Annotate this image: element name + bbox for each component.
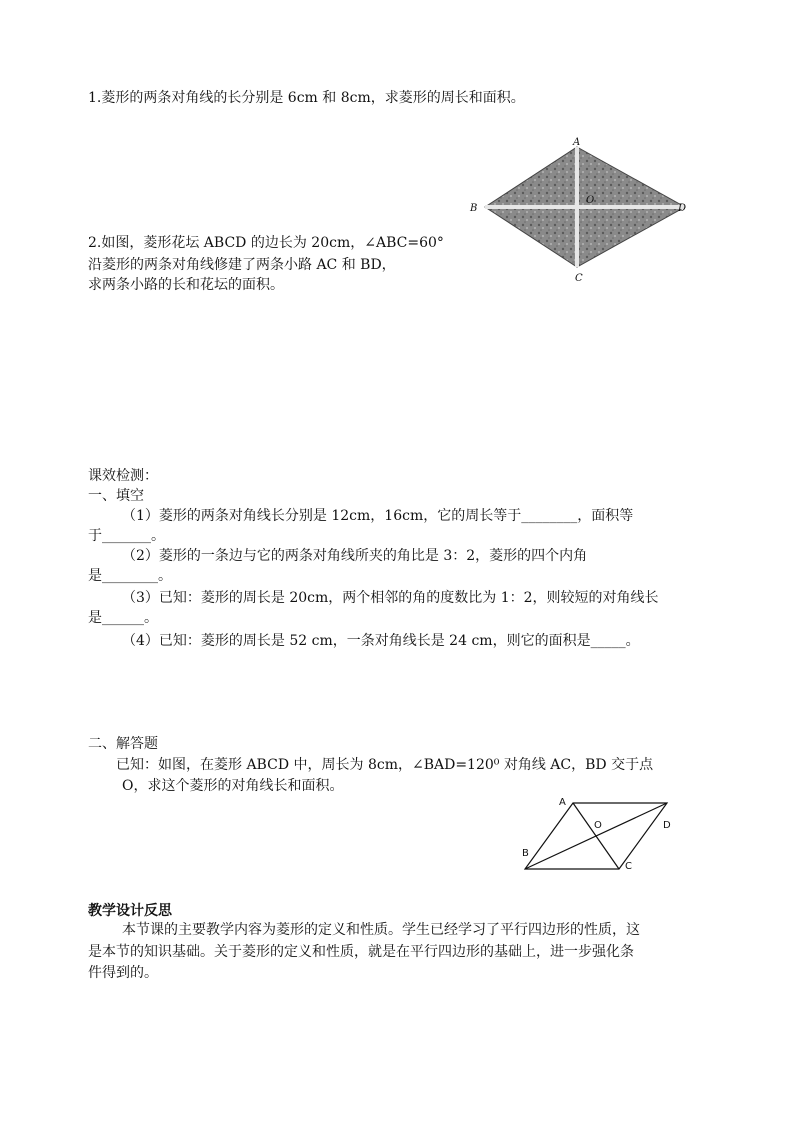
label-b: B: [470, 203, 478, 214]
fill-blank-heading: 一、填空: [88, 488, 144, 504]
label-d: D: [678, 203, 687, 214]
q2-line-1: （2）菱形的一条边与它的两条对角线所夹的角比是 3：2，菱形的四个内角: [122, 548, 588, 564]
diagonal-bd: [525, 803, 667, 869]
reflection-line-3: 件得到的。: [88, 965, 158, 981]
q1-line-2: 于_______。: [88, 528, 165, 544]
reflection-line-1: 本节课的主要教学内容为菱形的定义和性质。学生已经学习了平行四边形的性质，这: [122, 922, 640, 938]
rhombus-diagonals-figure: [515, 795, 695, 875]
label-d: D: [663, 820, 671, 831]
q3-line-2: 是______。: [88, 610, 158, 626]
label-c: C: [625, 861, 632, 872]
label-a: A: [559, 797, 566, 808]
label-o: O: [586, 195, 595, 206]
q3-line-1: （3）已知：菱形的周长是 20cm，两个相邻的角的度数比为 1：2，则较短的对角线长: [122, 590, 659, 606]
label-o: O: [594, 820, 602, 831]
answer-heading: 二、解答题: [88, 736, 158, 752]
q2-line-2: 是________。: [88, 568, 172, 584]
problem-1-text: 1.菱形的两条对角线的长分别是 6cm 和 8cm，求菱形的周长和面积。: [88, 90, 525, 106]
reflection-line-2: 是本节的知识基础。关于菱形的定义和性质，就是在平行四边形的基础上，进一步强化条: [88, 944, 634, 960]
test-heading: 课效检测：: [88, 468, 158, 484]
label-b: B: [522, 848, 529, 859]
q4-line-1: （4）已知：菱形的周长是 52 cm，一条对角线长是 24 cm，则它的面积是_____。: [122, 633, 640, 649]
problem-2-line-1: 2.如图，菱形花坛 ABCD 的边长为 20cm，∠ABC=60°: [88, 235, 444, 251]
answer-line-2: O，求这个菱形的对角线长和面积。: [122, 778, 344, 794]
answer-line-1: 已知：如图，在菱形 ABCD 中，周长为 8cm，∠BAD=120⁰ 对角线 AC，BD 交于点: [116, 757, 654, 773]
problem-2-line-2: 沿菱形的两条对角线修建了两条小路 AC 和 BD，: [88, 257, 396, 273]
reflection-heading: 教学设计反思: [88, 903, 172, 919]
q1-line-1: （1）菱形的两条对角线长分别是 12cm，16cm，它的周长等于________，面积等: [122, 508, 634, 524]
problem-2-line-3: 求两条小路的长和花坛的面积。: [88, 277, 284, 293]
label-c: C: [575, 273, 583, 284]
rhombus-flowerbed-figure: [465, 135, 700, 285]
label-a: A: [573, 137, 581, 148]
